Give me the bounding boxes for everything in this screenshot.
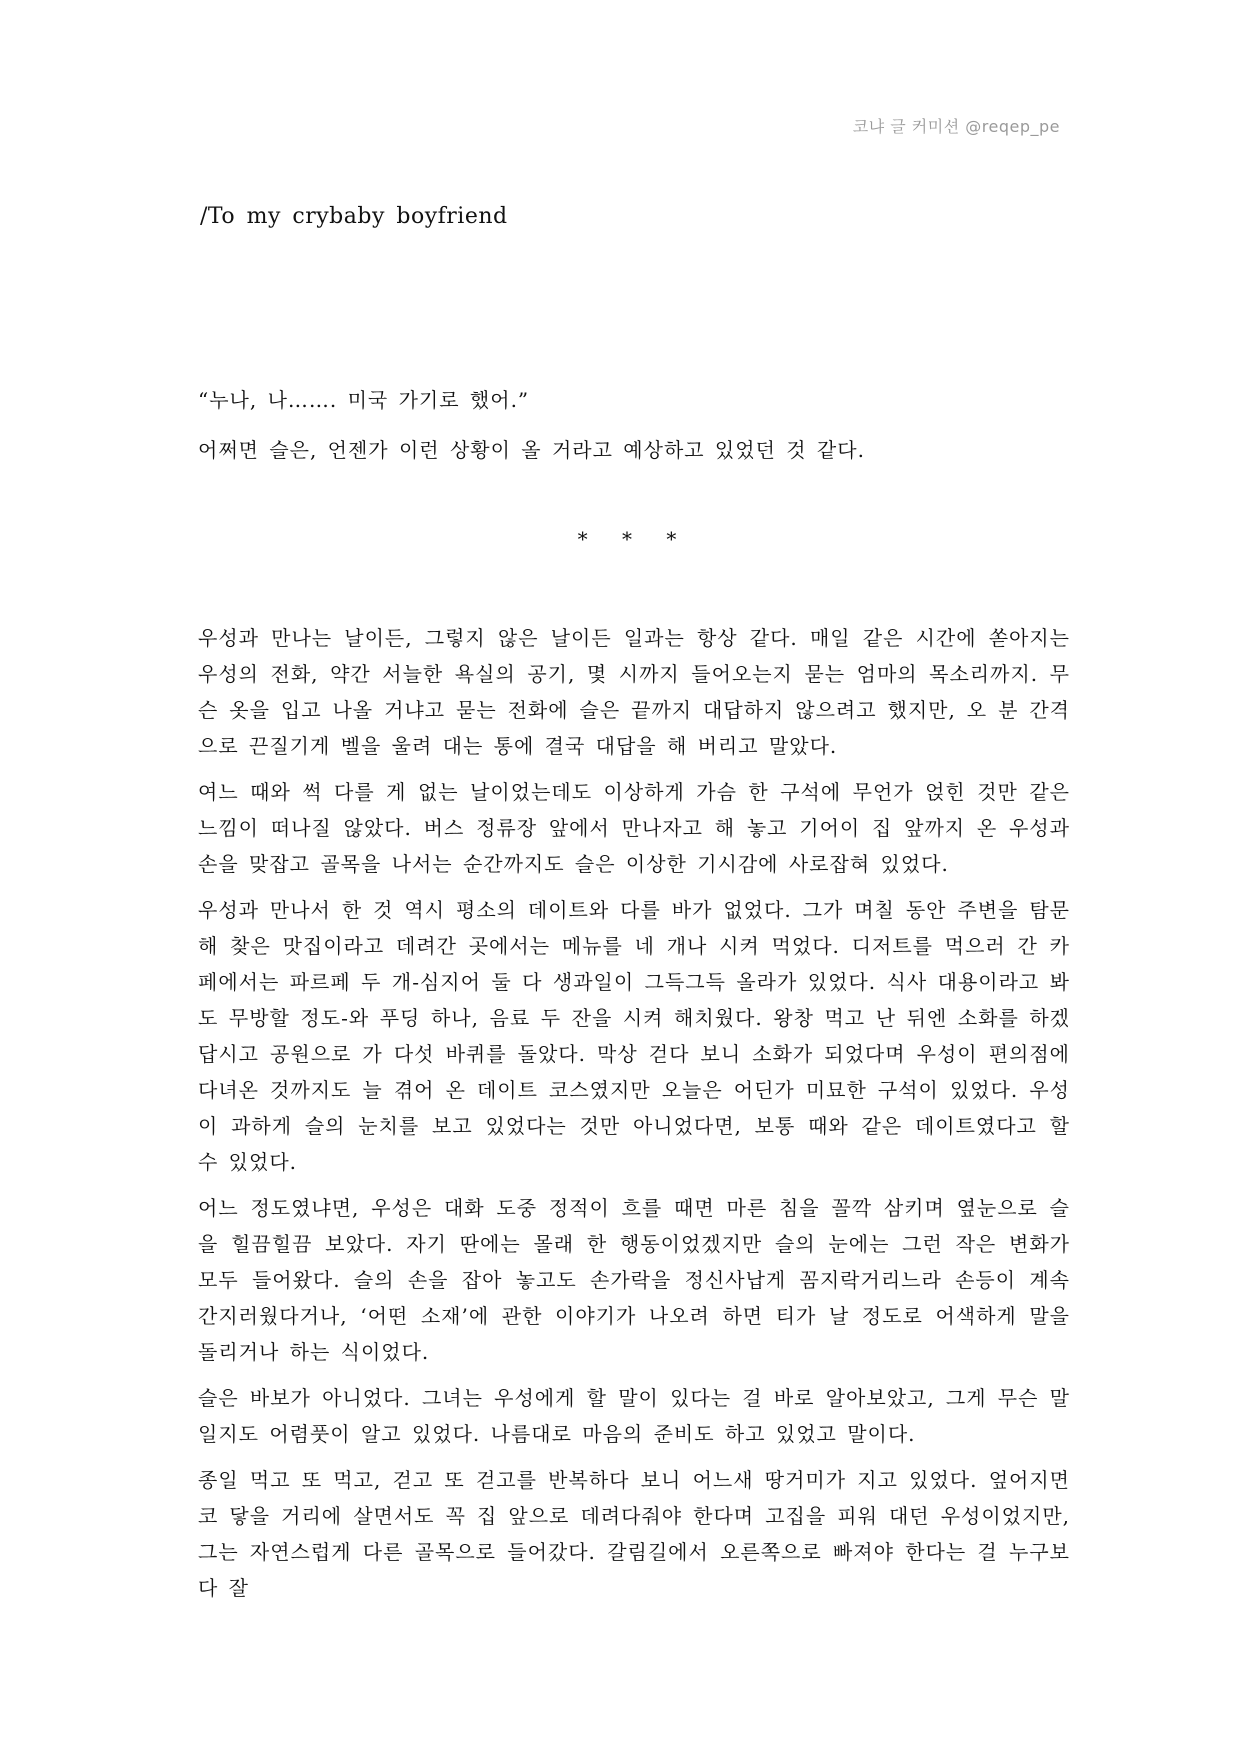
opening-dialogue: “누나, 나……. 미국 가기로 했어.” bbox=[198, 388, 530, 412]
paragraph: 여느 때와 썩 다를 게 없는 날이었는데도 이상하게 가슴 한 구석에 무언가 얹힌 것만 같은 느낌이 떠나질 않았다. 버스 정류장 앞에서 만나자고 해 놓고 기어이 집 앞까지 온 우성과 손을 맞잡고 골목을 나서는 순간까지도 슬은 이상한 기시감에 사로잡혀 있었다. bbox=[198, 780, 1070, 876]
paragraph: 슬은 바보가 아니었다. 그녀는 우성에게 할 말이 있다는 걸 바로 알아보았고, 그게 무슨 말일지도 어렴풋이 알고 있었다. 나름대로 마음의 준비도 하고 있었고 말이다. bbox=[198, 1386, 1070, 1446]
paragraph: 어느 정도였냐면, 우성은 대화 도중 정적이 흐를 때면 마른 침을 꼴깍 삼키며 옆눈으로 슬을 힐끔힐끔 보았다. 자기 딴에는 몰래 한 행동이었겠지만 슬의 눈에는 그런 작은 변화가 모두 들어왔다. 슬의 손을 잡아 놓고도 손가락을 정신사납게 꼼지락거리느라 손등이 계속 간지러웠다거나, ‘어떤 소재’에 관한 이야기가 나오려 하면 티가 날 정도로 어색하게 말을 돌리거나 하는 식이었다. bbox=[198, 1196, 1071, 1364]
opening-section bbox=[198, 385, 1058, 485]
paragraph: 우성과 만나서 한 것 역시 평소의 데이트와 다를 바가 없었다. 그가 며칠 동안 주변을 탐문해 찾은 맛집이라고 데려간 곳에서는 메뉴를 네 개나 시켜 먹었다. 디저트를 먹으러 간 카페에서는 파르페 두 개-심지어 둘 다 생과일이 그득그득 올라가 있었다. 식사 대용이라고 봐도 무방할 정도-와 푸딩 하나, 음료 두 잔을 시켜 해치웠다. 왕창 먹고 난 뒤엔 소화를 하겠답시고 공원으로 가 다섯 바퀴를 돌았다. 막상 걷다 보니 소화가 되었다며 우성이 편의점에 다녀온 것까지도 늘 겪어 온 데이트 코스였지만 오늘은 어딘가 미묘한 구석이 있었다. 우성이 과하게 슬의 눈치를 보고 있었다는 것만 아니었다면, 보통 때와 같은 데이트였다고 할 수 있었다. bbox=[198, 898, 1071, 1174]
paragraph: 종일 먹고 또 먹고, 걷고 또 걷고를 반복하다 보니 어느새 땅거미가 지고 있었다. 엎어지면 코 닿을 거리에 살면서도 꼭 집 앞으로 데려다줘야 한다며 고집을 피워 대던 우성이었지만, 그는 자연스럽게 다른 골목으로 들어갔다. 갈림길에서 오른쪽으로 빠져야 한다는 걸 누구보다 잘 bbox=[198, 1468, 1070, 1600]
dedication-title: /To my crybaby boyfriend bbox=[200, 204, 508, 229]
body-text bbox=[198, 620, 1070, 1616]
paragraph: 우성과 만나는 날이든, 그렇지 않은 날이든 일과는 항상 같다. 매일 같은 시간에 쏟아지는 우성의 전화, 약간 서늘한 욕실의 공기, 몇 시까지 들어오는지 묻는 엄마의 목소리까지. 무슨 옷을 입고 나올 거냐고 묻는 전화에 슬은 끝까지 대답하지 않으려고 했지만, 오 분 간격으로 끈질기게 벨을 울려 대는 통에 결국 대답을 해 버리고 말았다. bbox=[198, 626, 1070, 758]
scene-break: * * * bbox=[577, 527, 691, 551]
opening-narration: 어쩌면 슬은, 언젠가 이런 상황이 올 거라고 예상하고 있었던 것 같다. bbox=[198, 438, 865, 462]
header-credit: 코냐 글 커미션 @reqep_pe bbox=[852, 117, 1060, 136]
